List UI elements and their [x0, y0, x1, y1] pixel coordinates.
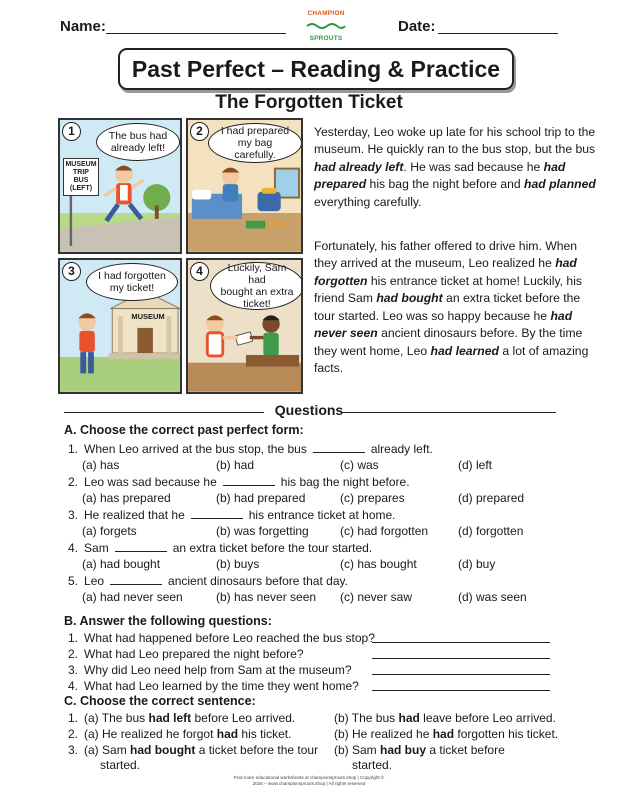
answer-option[interactable]: (d) forgotten — [458, 524, 524, 538]
sentence-option-a-1[interactable] — [68, 711, 295, 725]
question-a-4 — [68, 541, 372, 555]
text-segment: a ticket before the tour — [195, 743, 319, 757]
speech-bubble-1: The bus had already left! — [96, 123, 180, 161]
question-number: 4. — [68, 541, 79, 555]
story-paragraph-2 — [314, 238, 596, 378]
sentence-option-b-2[interactable] — [334, 727, 558, 741]
logo-wave-icon — [305, 22, 347, 30]
answer-option[interactable]: (c) prepares — [340, 491, 405, 505]
question-text-after: already left. — [370, 442, 433, 456]
worksheet-title: Past Perfect – Reading & Practice — [131, 55, 501, 82]
sentence-a-text — [84, 727, 291, 741]
answer-option[interactable]: (c) never saw — [340, 590, 413, 604]
text-segment: (a) He realized he forgot — [84, 727, 217, 741]
panel-number-2: 2 — [190, 122, 209, 141]
question-number: 1. — [68, 631, 79, 645]
question-number: 5. — [68, 574, 79, 588]
section-c-heading: C. Choose the correct sentence: — [64, 694, 256, 708]
answer-option[interactable]: (b) was forgetting — [216, 524, 309, 538]
answer-blank[interactable] — [191, 509, 243, 519]
answer-blank[interactable] — [115, 542, 167, 552]
text-segment: Fortunately, his father offered to drive him. When they arrived at the museum, Leo realized he — [314, 239, 578, 271]
question-text: What had Leo learned by the time they went home? — [84, 679, 359, 693]
question-text-after: ancient dinosaurs before that day. — [168, 574, 348, 588]
answer-option[interactable]: (b) had prepared — [216, 491, 306, 505]
story-paragraph-1 — [314, 124, 596, 211]
footer-line-1: Find more educational worksheets at championsprouts.shop | Copyright © — [233, 775, 385, 780]
answer-option[interactable]: (a) has — [82, 458, 120, 472]
emphasized-verb: had already left — [314, 159, 404, 174]
date-field-line[interactable] — [438, 33, 558, 34]
answer-option[interactable]: (a) had never seen — [82, 590, 183, 604]
emphasized-verb: had left — [148, 711, 192, 725]
story-title: The Forgotten Ticket — [215, 92, 403, 113]
question-number: 2. — [68, 727, 79, 741]
sentence-a-continuation: started. — [100, 758, 141, 772]
brand-logo — [305, 10, 347, 42]
text-segment: (b) He realized he — [334, 727, 433, 741]
text-segment: an extra ticket before the tour started. Leo was so happy because he — [314, 291, 581, 323]
comic-panel-2 — [186, 118, 303, 254]
section-b-heading: B. Answer the following questions: — [64, 614, 272, 628]
answer-option[interactable]: (b) buys — [216, 557, 260, 571]
panel-number-3: 3 — [62, 262, 81, 281]
question-text-before: When Leo arrived at the bus stop, the bus — [84, 442, 307, 456]
answer-line[interactable] — [372, 633, 550, 643]
question-b-2 — [68, 647, 304, 661]
question-text: Why did Leo need help from Sam at the museum? — [84, 663, 352, 677]
answer-option[interactable]: (d) prepared — [458, 491, 525, 505]
text-segment: forgotten his ticket. — [454, 727, 559, 741]
text-segment: everything carefully. — [314, 194, 422, 209]
question-text: What had Leo prepared the night before? — [84, 647, 304, 661]
text-segment: (a) Sam — [84, 743, 131, 757]
sentence-option-a-3[interactable] — [68, 743, 318, 757]
emphasized-verb: had planned — [524, 177, 596, 192]
answer-option[interactable]: (a) has prepared — [82, 491, 171, 505]
footer-line-2: 2026 – www.championsprouts.shop | All rights reserved — [252, 781, 366, 787]
text-segment: before Leo arrived. — [191, 711, 296, 725]
answer-blank[interactable] — [313, 443, 365, 453]
answer-blank[interactable] — [110, 575, 162, 585]
answer-option[interactable]: (b) has never seen — [216, 590, 317, 604]
panel-number-1: 1 — [62, 122, 81, 141]
answer-line[interactable] — [372, 681, 550, 691]
emphasized-verb: had forgotten — [314, 256, 577, 288]
question-number: 4. — [68, 679, 79, 693]
question-a-3 — [68, 508, 396, 522]
answer-option[interactable]: (d) left — [458, 458, 493, 472]
answer-line[interactable] — [372, 649, 550, 659]
question-a-1 — [68, 442, 433, 456]
answer-option[interactable]: (c) had forgotten — [340, 524, 429, 538]
question-number: 1. — [68, 442, 79, 456]
emphasized-verb: had never seen — [314, 308, 573, 341]
text-segment: . He was sad because he — [403, 159, 544, 174]
emphasized-verb: had — [216, 727, 239, 741]
emphasized-verb: had — [432, 727, 455, 741]
question-text-before: Sam — [84, 541, 109, 555]
question-number: 2. — [68, 647, 79, 661]
question-a-5 — [68, 574, 348, 588]
question-text-before: Leo was sad because he — [84, 475, 217, 489]
worksheet-header — [60, 10, 558, 42]
panel-number-4: 4 — [190, 262, 209, 281]
comic-panel-4 — [186, 258, 303, 394]
emphasized-verb: had prepared — [314, 159, 566, 192]
museum-sign: MUSEUM — [131, 312, 165, 321]
worksheet-title-box — [118, 48, 514, 90]
emphasized-verb: had learned — [430, 343, 499, 358]
question-text-before: He realized that he — [84, 508, 185, 522]
question-b-3 — [68, 663, 352, 677]
text-segment: leave before Leo arrived. — [419, 711, 556, 725]
sentence-option-b-3[interactable] — [334, 743, 505, 757]
question-text: What had happened before Leo reached the bus stop? — [84, 631, 375, 645]
footer — [200, 775, 418, 787]
text-segment: (b) Sam — [334, 743, 381, 757]
answer-option[interactable]: (c) has bought — [340, 557, 417, 571]
text-segment: Yesterday, Leo woke up late for his school trip to the museum. He quickly ran to the bus stop, but the bus — [314, 125, 596, 157]
text-segment: his bag the night before and — [366, 177, 525, 192]
question-b-4 — [68, 679, 359, 693]
questions-divider — [0, 402, 618, 422]
answer-option[interactable]: (a) forgets — [82, 524, 137, 538]
divider-line-right — [342, 412, 556, 413]
text-segment: (b) The bus — [334, 711, 399, 725]
name-field-line[interactable] — [106, 33, 286, 34]
answer-option[interactable]: (d) was seen — [458, 590, 527, 604]
emphasized-verb: had — [398, 711, 420, 725]
sentence-option-b-1[interactable] — [334, 711, 556, 725]
speech-bubble-4: Luckily, Sam had bought an extra ticket! — [210, 262, 303, 310]
text-segment: ancient dinosaurs before. By the time they went home, Leo — [314, 326, 583, 358]
text-segment: his entrance ticket at home! Luckily, his friend Sam — [314, 273, 582, 306]
answer-option[interactable]: (c) was — [340, 458, 379, 472]
text-segment: his ticket. — [238, 727, 292, 741]
text-segment: a lot of amazing facts. — [314, 343, 589, 376]
speech-bubble-3: I had forgotten my ticket! — [86, 263, 178, 301]
question-number: 3. — [68, 743, 79, 757]
sentence-b-continuation: started. — [352, 758, 393, 772]
comic-panel-1 — [58, 118, 182, 254]
question-number: 3. — [68, 663, 79, 677]
sentence-a-text — [84, 711, 295, 725]
speech-bubble-2: I had prepared my bag carefully. — [208, 123, 302, 163]
question-b-1 — [68, 631, 375, 645]
comic-panel-3 — [58, 258, 182, 394]
emphasized-verb: had buy — [380, 743, 427, 757]
text-segment: (a) The bus — [84, 711, 149, 725]
sentence-a-text — [84, 743, 318, 757]
question-text-after: his entrance ticket at home. — [248, 508, 396, 522]
sentence-option-a-2[interactable] — [68, 727, 291, 741]
question-a-2 — [68, 475, 410, 489]
date-label: Date: — [398, 18, 436, 35]
question-number: 3. — [68, 508, 79, 522]
text-segment: a ticket before — [426, 743, 505, 757]
section-a-heading: A. Choose the correct past perfect form: — [64, 423, 304, 437]
question-number: 1. — [68, 711, 79, 725]
answer-option[interactable]: (b) had — [216, 458, 255, 472]
question-text-after: an extra ticket before the tour started. — [172, 541, 373, 555]
name-label: Name: — [60, 18, 106, 35]
bus-sign: MUSEUM TRIP BUS (LEFT) — [63, 158, 99, 196]
answer-blank[interactable] — [223, 476, 275, 486]
emphasized-verb: had bought — [376, 291, 443, 306]
question-text-before: Leo — [84, 574, 105, 588]
question-number: 2. — [68, 475, 79, 489]
emphasized-verb: had bought — [130, 743, 196, 757]
answer-option[interactable]: (d) buy — [458, 557, 496, 571]
answer-line[interactable] — [372, 665, 550, 675]
questions-heading: Questions — [274, 402, 344, 418]
logo-text-top: CHAMPION — [307, 10, 345, 17]
question-text-after: his bag the night before. — [280, 475, 410, 489]
answer-option[interactable]: (a) had bought — [82, 557, 161, 571]
logo-text-bottom: SPROUTS — [309, 35, 343, 42]
